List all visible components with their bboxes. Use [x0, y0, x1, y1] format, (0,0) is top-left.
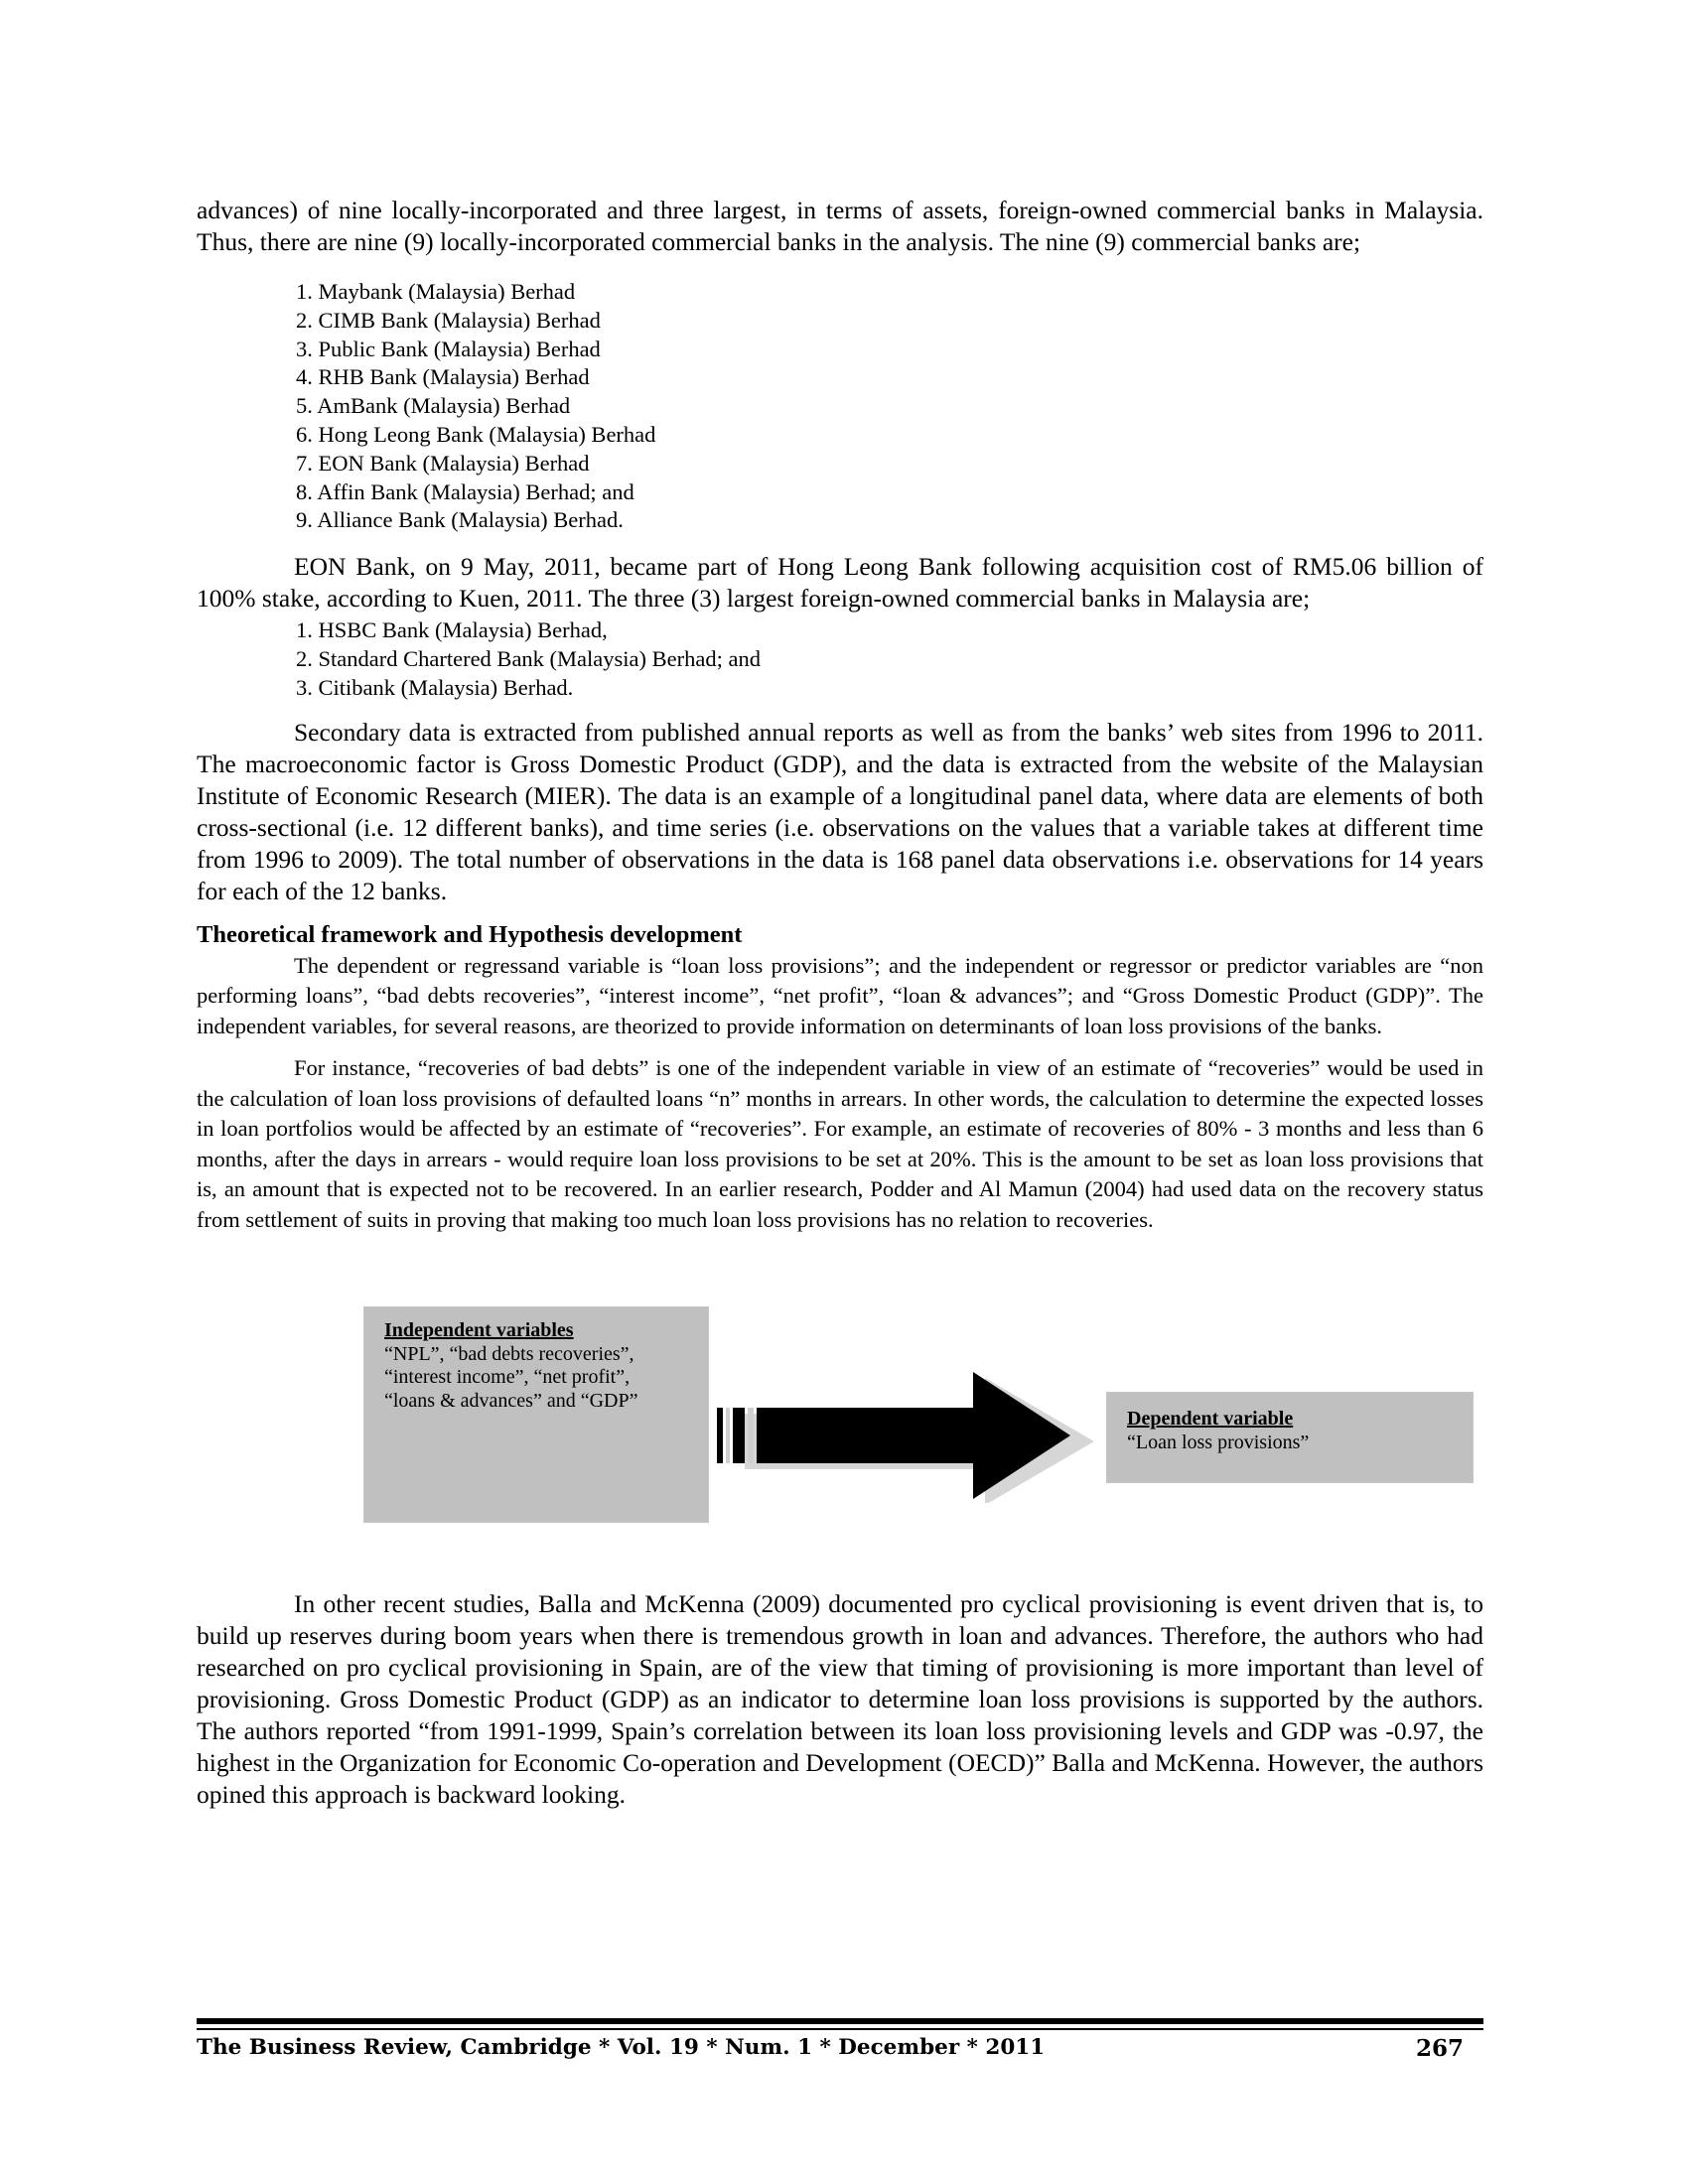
list-item: 3. Public Bank (Malaysia) Berhad [296, 336, 601, 361]
dependent-variable-title: Dependent variable [1127, 1408, 1294, 1431]
list-item: 1. Maybank (Malaysia) Berhad [296, 279, 576, 304]
list-item: 3. Citibank (Malaysia) Berhad. [296, 674, 574, 700]
independent-variables-box [363, 1306, 709, 1523]
paragraph-procyclical: In other recent studies, Balla and McKenna (2009) documented pro cyclical provisioning is event driven that is, to build up reserves during boom years when there is tremendous growth in loan and advances. Therefore, the authors who had researched on pro cyclical provisioning in Spain, are of the view that timing of provisioning is more important than level of provisioning. Gross Domestic Product (GDP) as an indicator to determine loan loss provisions is supported by the authors. The authors reported “from 1991-1999, Spain’s correlation between its loan loss provisioning levels and GDP was -0.97, the highest in the Organization for Economic Co-operation and Development (OECD)” Balla and McKenna. However, the authors opined this approach is backward looking. [197, 1589, 1483, 1810]
paragraph-eon-bank: EON Bank, on 9 May, 2011, became part of Hong Leong Bank following acquisition cost of RM5.06 billion of 100% stake, according to Kuen, 2011. The three (3) largest foreign-owned commercial banks in Malaysia are; [197, 552, 1483, 614]
framework-diagram [197, 1306, 1483, 1563]
journal-citation: The Business Review, Cambridge * Vol. 19 * Num. 1 * December * 2011 [197, 2035, 1046, 2060]
list-item: 2. CIMB Bank (Malaysia) Berhad [296, 307, 601, 333]
paragraph-recoveries: For instance, “recoveries of bad debts” is one of the independent variable in view of an estimate of “recoveries” would be used in the calculation of loan loss provisions of defaulted loans “n” months in arrears. In other words, the calculation to determine the expected losses in loan portfolios would be affected by an estimate of “recoveries”. For example, an estimate of recoveries of 80% - 3 months and less than 6 months, after the days in arrears - would require loan loss provisions to be set at 20%. This is the amount to be set as loan loss provisions that is, an amount that is expected not to be recovered. In an earlier research, Podder and Al Mamun (2004) had used data on the recovery status from settlement of suits in proving that making too much loan loss provisions has no relation to recoveries. [197, 1055, 1483, 1232]
list-item: 1. HSBC Bank (Malaysia) Berhad, [296, 617, 608, 643]
list-item: 5. AmBank (Malaysia) Berhad [296, 393, 571, 419]
footer-rule [197, 2018, 1483, 2030]
list-item: 2. Standard Chartered Bank (Malaysia) Berhad; and [296, 645, 761, 671]
independent-variables-line: “NPL”, “bad debts recoveries”, [384, 1342, 634, 1365]
right-arrow-icon [717, 1372, 1094, 1503]
dependent-variable-text: “Loan loss provisions” [1127, 1432, 1310, 1454]
dependent-variable-box [1106, 1392, 1474, 1483]
list-item: 7. EON Bank (Malaysia) Berhad [296, 450, 590, 476]
page-number: 267 [1415, 2035, 1464, 2062]
list-item: 9. Alliance Bank (Malaysia) Berhad. [296, 507, 624, 533]
list-item: 8. Affin Bank (Malaysia) Berhad; and [296, 478, 634, 504]
foreign-banks-list [197, 616, 1483, 702]
list-item: 4. RHB Bank (Malaysia) Berhad [296, 364, 590, 390]
paragraph-dependent-variable: The dependent or regressand variable is “loan loss provisions”; and the independent or regressor or predictor variables are “non performing loans”, “bad debts recoveries”, “interest income”, “net profit”, “loan & advances”; and “Gross Domestic Product (GDP)”. The independent variables, for several reasons, are theorized to provide information on determinants of loan loss provisions of the banks. [197, 952, 1483, 1038]
paragraph-intro: advances) of nine locally-incorporated and three largest, in terms of assets, foreign-owned commercial banks in Malaysia. Thus, there are nine (9) locally-incorporated commercial banks in the analysis. The nine (9) commercial banks are; [197, 196, 1483, 256]
list-item: 6. Hong Leong Bank (Malaysia) Berhad [296, 421, 656, 447]
independent-variables-line: “interest income”, “net profit”, [384, 1366, 631, 1389]
independent-variables-line: “loans & advances” and “GDP” [384, 1389, 638, 1412]
section-heading: Theoretical framework and Hypothesis development [197, 920, 743, 948]
page-body [197, 195, 1483, 1811]
independent-variables-title: Independent variables [384, 1319, 574, 1342]
paragraph-secondary-data: Secondary data is extracted from published annual reports as well as from the banks’ web sites from 1996 to 2011. The macroeconomic factor is Gross Domestic Product (GDP), and the data is extracted from the website of the Malaysian Institute of Economic Research (MIER). The data is an example of a longitudinal panel data, where data are elements of both cross-sectional (i.e. 12 different banks), and time series (i.e. observations on the values that a variable takes at different time from 1996 to 2009). The total number of observations in the data is 168 panel data observations i.e. observations for 14 years for each of the 12 banks. [197, 717, 1483, 905]
local-banks-list [197, 278, 1483, 535]
